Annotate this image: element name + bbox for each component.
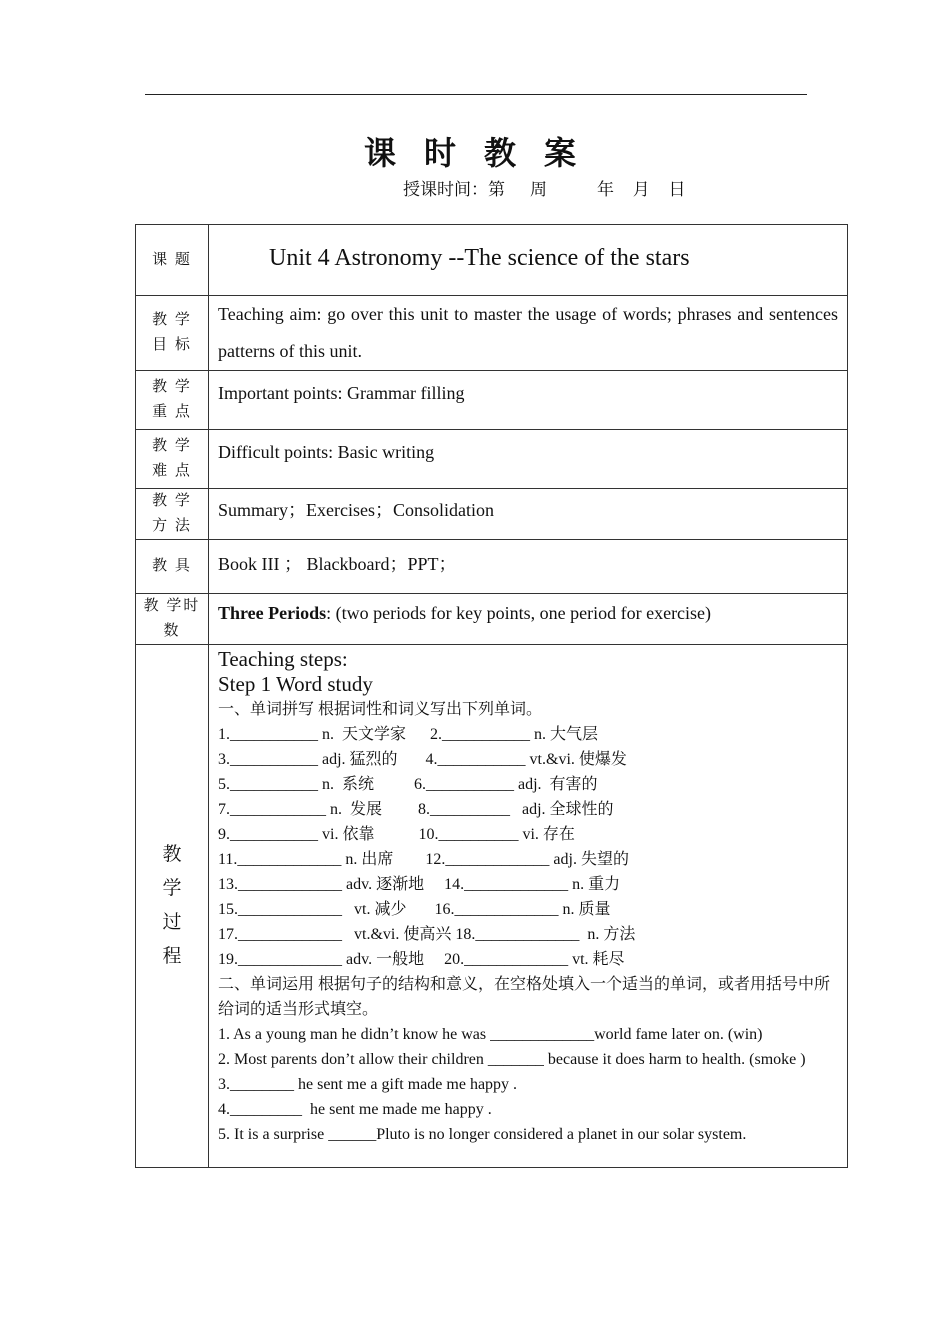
periods-value bbox=[218, 594, 838, 624]
section-1-title: 一、单词拼写 根据词性和词义写出下列单词。 bbox=[218, 701, 543, 718]
process-label-char-2: 学 bbox=[162, 878, 182, 899]
vocab-line: 1.___________ n. 天文学家 2.___________ n. 大气层 bbox=[218, 726, 599, 743]
aim-row bbox=[136, 296, 848, 371]
periods-cell bbox=[209, 594, 848, 645]
tools-label: 教 具 bbox=[136, 540, 209, 594]
difficult-label-line-1: 教 学 bbox=[152, 438, 192, 454]
tools-row bbox=[136, 540, 848, 594]
aim-cell bbox=[209, 296, 848, 371]
key-label bbox=[136, 371, 209, 430]
method-label-line-2: 方 法 bbox=[152, 518, 192, 534]
method-row bbox=[136, 489, 848, 540]
topic-row bbox=[136, 225, 848, 296]
sentence-line: 4._________ he sent me made me happy . bbox=[218, 1101, 492, 1118]
sentence-line: 5. It is a surprise ______Pluto is no longer considered a planet in our solar system. bbox=[218, 1126, 747, 1143]
process-row bbox=[136, 645, 848, 1168]
aim-label-line-2: 目 标 bbox=[152, 337, 192, 353]
sentence-line: 2. Most parents don’t allow their children _______ because it does harm to health. (smoke ) bbox=[218, 1051, 806, 1068]
vocab-line: 5.___________ n. 系统 6.___________ adj. 有害的 bbox=[218, 776, 598, 793]
periods-label-line-2: 数 bbox=[163, 623, 181, 639]
key-label-line-2: 重 点 bbox=[152, 404, 192, 420]
section-2-title: 二、单词运用 根据句子的结构和意义，在空格处填入一个适当的单词，或者用括号中所给词的适当形式填空。 bbox=[218, 976, 831, 1018]
aim-value: Teaching aim: go over this unit to master the usage of words; phrases and sentences patterns of this unit. bbox=[218, 304, 838, 361]
process-label-char-4: 程 bbox=[162, 946, 182, 967]
sentence-line: 1. As a young man he didn’t know he was _____________world fame later on. (win) bbox=[218, 1026, 763, 1043]
step-1-heading: Step 1 Word study bbox=[218, 672, 373, 696]
process-label-char-3: 过 bbox=[162, 912, 182, 933]
tools-value: Book III ； Blackboard；PPT； bbox=[218, 554, 457, 574]
method-cell bbox=[209, 489, 848, 540]
lesson-plan-table bbox=[135, 224, 848, 1168]
key-label-line-1: 教 学 bbox=[152, 379, 192, 395]
method-value: Summary；Exercises；Consolidation bbox=[218, 500, 494, 520]
tools-cell bbox=[209, 540, 848, 594]
teaching-steps-heading: Teaching steps: bbox=[218, 647, 348, 671]
periods-bold: Three Periods bbox=[218, 603, 327, 623]
difficult-label bbox=[136, 430, 209, 489]
process-label-char-1: 教 bbox=[162, 844, 182, 865]
vocab-line: 9.___________ vi. 依靠 10.__________ vi. 存在 bbox=[218, 826, 575, 843]
method-label bbox=[136, 489, 209, 540]
page-title: 课 时 教 案 bbox=[363, 135, 586, 171]
key-value: Important points: Grammar filling bbox=[218, 383, 465, 403]
periods-row bbox=[136, 594, 848, 645]
sentence-line: 3.________ he sent me a gift made me happy . bbox=[218, 1076, 518, 1093]
vocab-line: 13._____________ adv. 逐渐地 14._____________ n. 重力 bbox=[218, 876, 621, 893]
periods-rest: : (two periods for key points, one period for exercise) bbox=[326, 603, 712, 623]
topic-cell bbox=[209, 225, 848, 296]
vocab-line: 3.___________ adj. 猛烈的 4.___________ vt.&vi. 使爆发 bbox=[218, 751, 627, 768]
aim-label bbox=[136, 296, 209, 371]
method-label-line-1: 教 学 bbox=[152, 493, 192, 509]
header-rule bbox=[145, 94, 807, 95]
aim-label-line-1: 教 学 bbox=[152, 312, 192, 328]
vocab-line: 11._____________ n. 出席 12._____________ adj. 失望的 bbox=[218, 851, 629, 868]
vocab-line: 19._____________ adv. 一般地 20._____________ vt. 耗尽 bbox=[218, 951, 625, 968]
process-label bbox=[136, 645, 209, 1168]
topic-value: Unit 4 Astronomy --The science of the stars bbox=[269, 245, 690, 271]
topic-label: 课 题 bbox=[136, 225, 209, 296]
process-cell bbox=[209, 645, 848, 1168]
class-time-line: 授课时间：第 周 年 月 日 bbox=[403, 180, 686, 199]
vocab-line: 15._____________ vt. 减少 16._____________ n. 质量 bbox=[218, 901, 611, 918]
difficult-row bbox=[136, 430, 848, 489]
difficult-value: Difficult points: Basic writing bbox=[218, 442, 435, 462]
difficult-label-line-2: 难 点 bbox=[152, 463, 192, 479]
key-cell bbox=[209, 371, 848, 430]
difficult-cell bbox=[209, 430, 848, 489]
key-row bbox=[136, 371, 848, 430]
periods-label-line-1: 教 学时 bbox=[143, 598, 201, 614]
vocab-line: 7.____________ n. 发展 8.__________ adj. 全球性的 bbox=[218, 801, 614, 818]
periods-label bbox=[136, 594, 209, 645]
vocab-line: 17._____________ vt.&vi. 使高兴 18._____________ n. 方法 bbox=[218, 926, 636, 943]
